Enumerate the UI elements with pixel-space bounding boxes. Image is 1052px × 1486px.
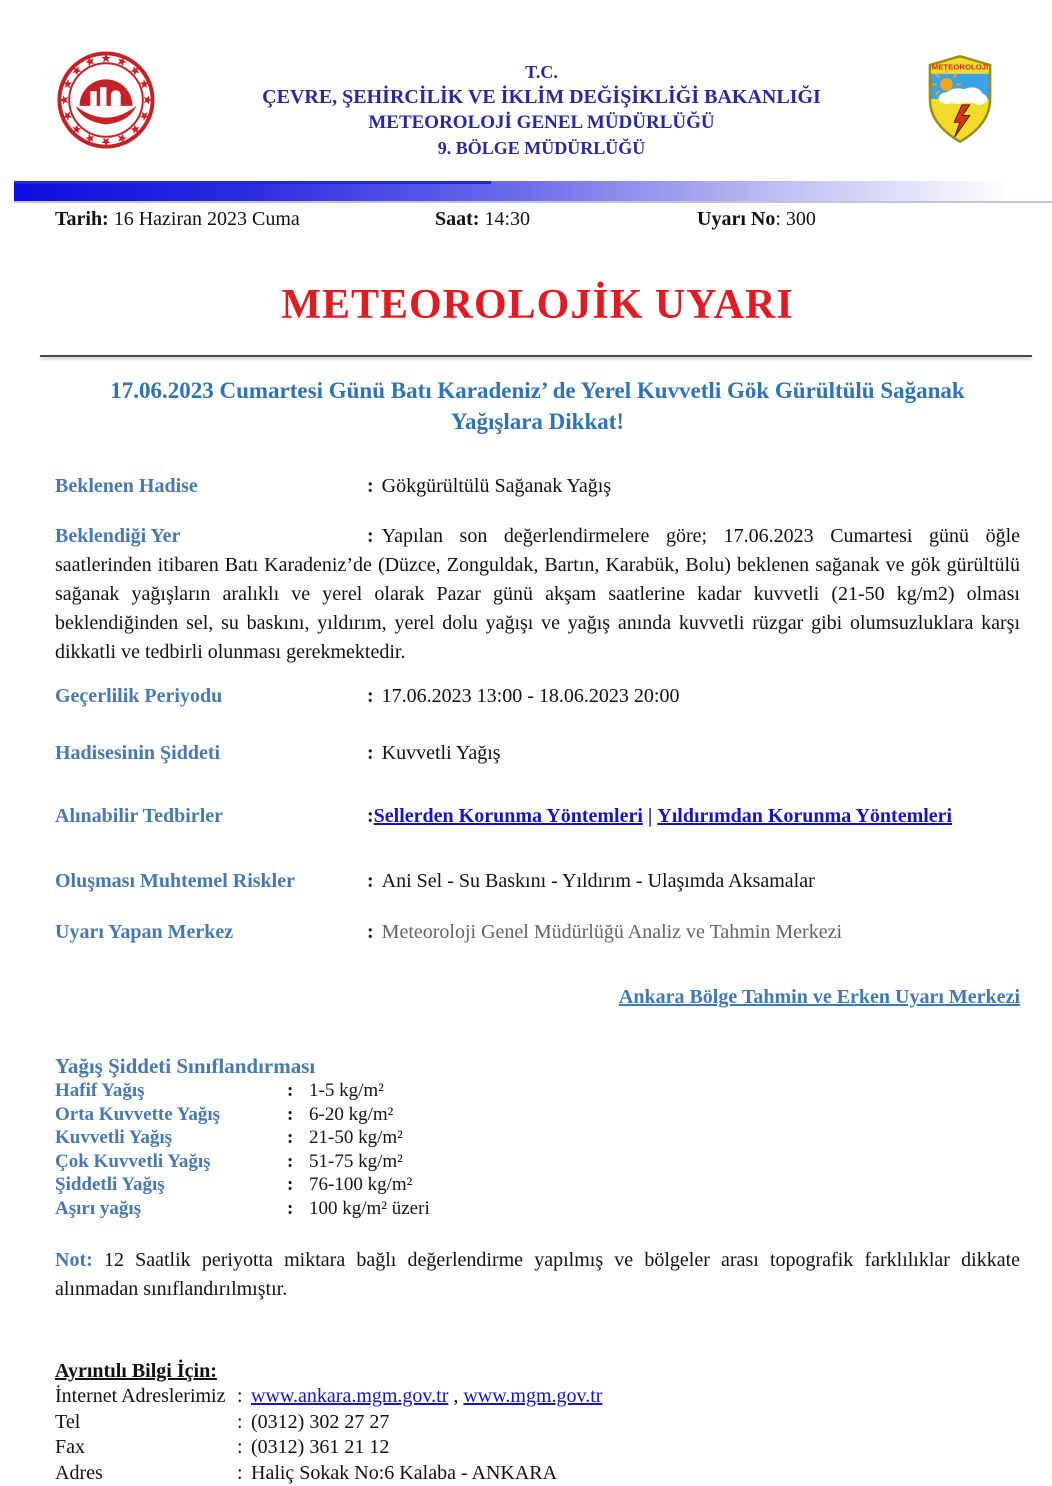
field-colon: :: [367, 921, 374, 943]
ankara-mgm-website-link[interactable]: www.ankara.mgm.gov.tr: [251, 1385, 448, 1407]
document-header: [55, 46, 1020, 161]
classification-value: 51-75 kg/m²: [309, 1151, 403, 1172]
header-line-ministry: ÇEVRE, ŞEHİRCİLİK VE İKLİM DEĞİŞİKLİĞİ BAKANLIĞI: [157, 84, 926, 110]
field-colon: :: [367, 742, 374, 764]
field-colon: :: [367, 475, 374, 497]
classification-value: 100 kg/m² üzeri: [309, 1198, 430, 1219]
classification-table: [55, 1079, 1020, 1220]
field-value: Kuvvetli Yağış: [382, 742, 501, 764]
lightning-protection-link[interactable]: Yıldırımdan Korunma Yöntemleri: [657, 805, 952, 827]
field-row-validity-period: [55, 683, 1020, 710]
meta-row: [55, 208, 1020, 231]
field-colon: :: [367, 805, 374, 827]
classification-label: Çok Kuvvetli Yağış: [55, 1150, 287, 1174]
classification-colon: :: [287, 1126, 299, 1150]
ankara-center-row: [55, 986, 1020, 1009]
field-value: Ani Sel - Su Baskını - Yıldırım - Ulaşımda Aksamalar: [382, 870, 815, 892]
time-field: [435, 208, 697, 231]
title-divider: [40, 355, 1032, 357]
classification-value: 6-20 kg/m²: [309, 1104, 393, 1125]
classification-colon: :: [287, 1173, 299, 1197]
footer-value: (0312) 361 21 12: [251, 1436, 389, 1458]
footer-label: Tel: [55, 1410, 237, 1436]
header-line-tc: T.C.: [157, 60, 926, 84]
field-label: Oluşması Muhtemel Riskler: [55, 868, 367, 895]
field-row-event-severity: [55, 740, 1020, 767]
footer-colon: :: [237, 1435, 251, 1461]
classification-label: Hafif Yağış: [55, 1079, 287, 1103]
footer-value: (0312) 302 27 27: [251, 1411, 389, 1433]
ankara-forecast-center-link[interactable]: Ankara Bölge Tahmin ve Erken Uyarı Merkezi: [619, 986, 1020, 1008]
classification-row: [55, 1197, 1020, 1221]
classification-value: 1-5 kg/m²: [309, 1080, 384, 1101]
flood-protection-link[interactable]: Sellerden Korunma Yöntemleri: [374, 805, 643, 827]
meteoroloji-shield-icon: [926, 54, 994, 144]
footer-label: Fax: [55, 1435, 237, 1461]
shield-logo-text: METEOROLOJİ: [932, 62, 989, 71]
field-colon: :: [367, 870, 374, 892]
footer-row-address: [55, 1461, 1020, 1486]
link-separator: |: [648, 805, 652, 827]
note-label: Not:: [55, 1249, 93, 1271]
field-row-possible-risks: [55, 868, 1020, 895]
ministry-seal-icon: [55, 46, 157, 154]
classification-label: Şiddetli Yağış: [55, 1173, 287, 1197]
classification-title: Yağış Şiddeti Sınıflandırması: [55, 1053, 1020, 1079]
ministry-title-block: [157, 46, 926, 161]
classification-colon: :: [287, 1197, 299, 1221]
classification-colon: :: [287, 1103, 299, 1127]
footer-row-internet: [55, 1384, 1020, 1410]
field-label: Hadisesinin Şiddeti: [55, 740, 367, 767]
footer-row-fax: [55, 1435, 1020, 1461]
field-value: Gökgürültülü Sağanak Yağış: [382, 475, 611, 497]
field-colon: :: [367, 685, 374, 707]
classification-label: Kuvvetli Yağış: [55, 1126, 287, 1150]
field-row-expected-event: [55, 473, 1020, 500]
field-paragraph-text: Yapılan son değerlendirmelere göre; 17.06.2023 Cumartesi günü öğle saatlerinden itibaren Batı Karadeniz’de (Düzce, Zonguldak, Bartın, Karabük, Bolu) beklenen sağanak ve gök gürültülü sağanak yağışların aralıklı ve yerel olarak Pazar günü akşam saatlerine kadar kuvvetli (21-50 kg/m2) olması beklendiğinden sel, su baskını, yıldırım, yerel dolu yağışı ve yağış anında kuvvetli rüzgar gibi olumsuzluklara karşı dikkatli ve tedbirli olunması gerekmektedir.: [55, 525, 1020, 663]
classification-label: Orta Kuvvette Yağış: [55, 1103, 287, 1127]
field-label: Beklenen Hadise: [55, 473, 367, 500]
field-label: Uyarı Yapan Merkez: [55, 919, 367, 946]
date-field: [55, 208, 435, 231]
field-label: Geçerlilik Periyodu: [55, 683, 367, 710]
field-row-warning-center: [55, 919, 1020, 946]
gradient-divider-bar: [14, 181, 1052, 203]
note-text: 12 Saatlik periyotta miktara bağlı değerlendirme yapılmış ve bölgeler arası topografik farklılıklar dikkate alınmadan sınıflandırılmıştır.: [55, 1249, 1020, 1300]
header-line-region: 9. BÖLGE MÜDÜRLÜĞÜ: [157, 136, 926, 161]
classification-colon: :: [287, 1150, 299, 1174]
field-colon: :: [367, 525, 374, 547]
note-paragraph: [55, 1246, 1020, 1304]
classification-label: Aşırı yağış: [55, 1197, 287, 1221]
classification-row: [55, 1173, 1020, 1197]
field-row-precautions: [55, 803, 1020, 830]
seal-crescent: [76, 106, 137, 125]
date-label: Tarih:: [55, 208, 109, 230]
field-value: 17.06.2023 13:00 - 18.06.2023 20:00: [382, 685, 680, 707]
classification-row: [55, 1126, 1020, 1150]
classification-row: [55, 1150, 1020, 1174]
footer-label: İnternet Adreslerimiz: [55, 1384, 237, 1410]
warning-no-value: : 300: [775, 208, 816, 230]
classification-colon: :: [287, 1079, 299, 1103]
date-value: 16 Haziran 2023 Cuma: [114, 208, 300, 230]
footer-label: Adres: [55, 1461, 237, 1486]
footer-comma: ,: [453, 1385, 458, 1407]
mgm-website-link[interactable]: www.mgm.gov.tr: [463, 1385, 602, 1407]
field-row-expected-location: [55, 522, 1020, 667]
page-title: METEOROLOJİK UYARI: [55, 281, 1020, 329]
field-label: Alınabilir Tedbirler: [55, 803, 367, 830]
footer-value: Haliç Sokak No:6 Kalaba - ANKARA: [251, 1462, 557, 1484]
classification-value: 76-100 kg/m²: [309, 1174, 412, 1195]
warning-no-field: [697, 208, 816, 231]
time-label: Saat:: [435, 208, 479, 230]
field-label: Beklendiği Yer: [55, 522, 367, 551]
classification-value: 21-50 kg/m²: [309, 1127, 403, 1148]
classification-row: [55, 1079, 1020, 1103]
field-value: Meteoroloji Genel Müdürlüğü Analiz ve Tahmin Merkezi: [382, 921, 842, 943]
footer-row-tel: [55, 1410, 1020, 1436]
time-value: 14:30: [484, 208, 530, 230]
warning-subtitle: 17.06.2023 Cumartesi Günü Batı Karadeniz’ de Yerel Kuvvetli Gök Gürültülü Sağanak Yağışlara Dikkat!: [55, 375, 1020, 437]
footer-title: Ayrıntılı Bilgi İçin:: [55, 1358, 1020, 1384]
classification-row: [55, 1103, 1020, 1127]
footer-colon: :: [237, 1384, 251, 1410]
footer-colon: :: [237, 1461, 251, 1486]
warning-no-label: Uyarı No: [697, 208, 775, 230]
footer-colon: :: [237, 1410, 251, 1436]
header-line-mgm: METEOROLOJİ GENEL MÜDÜRLÜĞÜ: [157, 110, 926, 136]
